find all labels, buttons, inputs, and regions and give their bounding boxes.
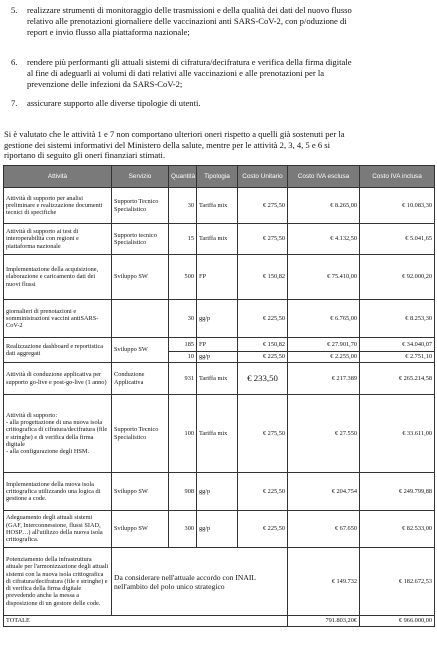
header-type: Tipologia: [197, 166, 238, 188]
cell-quantity: 931: [169, 363, 197, 395]
cell-unit-cost: € 150,82: [238, 255, 288, 300]
cell-unit-cost: € 275,50: [238, 224, 288, 255]
table-row: [4, 395, 435, 473]
cell-unit-cost: € 225,50: [238, 473, 288, 511]
table-row: [4, 338, 435, 352]
cell-activity: Adeguamento degli attuali sistemi (GAF, Interconnessione, flussi SIAD, HOSP…) all'utilizzo della nuova isola crittografica.: [4, 511, 112, 548]
cell-activity: Attività di conduzione applicativa per supporto go-live e post-go-live (1 anno): [4, 363, 112, 395]
cell-service: Supporto Tecnico Specialistico: [112, 188, 169, 224]
header-cost-incl-vat: Costo IVA inclusa: [360, 166, 435, 188]
cell-activity: Attività di supporto: - alla progettazione di una nuova isola crittografica di cifratura/decifratura (file e stringhe) e di verifica della firma digitale - alla configurazione degli HSM.: [4, 395, 112, 473]
cell-cost-excl: € 2.255,00: [288, 352, 360, 363]
costs-table: [3, 165, 435, 627]
cell-service: Sviluppo SW: [112, 473, 169, 511]
cell-service: Supporto Tecnico Specialistico: [112, 395, 169, 473]
intro-line: gestione dei sistemi informativi del Ministero della salute, mentre per le attività 2, 3, 4, 5 e 6 si: [4, 139, 331, 150]
cell-quantity: 908: [169, 473, 197, 511]
cell-cost-incl: € 92.000,20: [360, 255, 435, 300]
cell-cost-excl: € 27.550: [288, 395, 360, 473]
list-item-line: relativo alle prenotazioni giornaliere delle vaccinazioni anti SARS-CoV-2, con p/oduzione di: [27, 15, 347, 26]
cell-type: Tariffa mix: [197, 188, 238, 224]
header-activity: Attività: [4, 166, 112, 188]
cell-unit-cost: € 275,50: [238, 395, 288, 473]
list-item-number: 7.: [11, 98, 18, 108]
header-unit-cost: Costo Unitario: [238, 166, 288, 188]
cell-cost-incl: € 34.040,07: [360, 338, 435, 352]
cell-cost-excl: € 6.765,00: [288, 300, 360, 338]
table-row: [4, 548, 435, 616]
cell-type: Tariffa mix: [197, 395, 238, 473]
table-row: [4, 511, 435, 548]
table-header-row: [4, 166, 435, 188]
intro-line: Si è valutato che le attività 1 e 7 non comportano ulteriori oneri rispetto a quelli già sostenuti per la: [4, 129, 345, 139]
header-cost-excl-vat: Costo IVA esclusa: [288, 166, 360, 188]
cell-cost-incl: € 8.253,30: [360, 300, 435, 338]
cell-unit-cost: € 225,50: [238, 300, 288, 338]
cell-quantity: 30: [169, 300, 197, 338]
table-row: [4, 363, 435, 395]
cell-type: gg/p: [197, 511, 238, 548]
cell-cost-excl: € 8.265,00: [288, 188, 360, 224]
cell-quantity: 15: [169, 224, 197, 255]
cell-quantity: 10: [169, 352, 197, 363]
cell-type: gg/p: [197, 300, 238, 338]
cell-unit-cost: € 225,50: [238, 352, 288, 363]
cell-cost-incl: € 249.799,88: [360, 473, 435, 511]
cell-quantity: 30: [169, 188, 197, 224]
cell-cost-excl: € 4.132,50: [288, 224, 360, 255]
table-row: [4, 188, 435, 224]
cell-unit-cost: € 150,82: [238, 338, 288, 352]
cell-cost-incl: € 5.041,65: [360, 224, 435, 255]
cell-cost-excl: € 204.754: [288, 473, 360, 511]
total-label: TOTALE: [4, 616, 288, 627]
cell-activity: Realizzazione dashboard e reportistica dati aggregati: [4, 338, 112, 363]
cell-activity: Potenziamento della infrastruttura attuale per l'armonizzazione degli attuali sistemi con la nuova isola crittografica di cifratura/decifratura (file e stringhe) e di verifica della firma digitale prevedendo anche la messa a disposizione di un gestore delle code.: [4, 548, 112, 616]
header-quantity: Quantità: [169, 166, 197, 188]
cell-activity: Implementazione della nuova isola crittografica utilizzando una logica di gestione a code.: [4, 473, 112, 511]
cell-service: Supporto tecnico Specialistico: [112, 224, 169, 255]
cell-cost-incl: € 265.214,58: [360, 363, 435, 395]
cell-cost-incl: € 33.611,00: [360, 395, 435, 473]
cell-activity: Implementazione della acquisizione, elaborazione e caricamento dati dei nuovi flussi: [4, 255, 112, 300]
cell-cost-incl: € 2.751,10: [360, 352, 435, 363]
header-service: Servizio: [112, 166, 169, 188]
cell-type: gg/p: [197, 352, 238, 363]
cell-cost-excl: € 217.389: [288, 363, 360, 395]
cell-cost-excl: € 67.650: [288, 511, 360, 548]
cell-service: [112, 300, 169, 338]
cell-type: FP: [197, 338, 238, 352]
cell-quantity: 500: [169, 255, 197, 300]
table-total-row: [4, 616, 435, 627]
cell-cost-incl: € 82.533,00: [360, 511, 435, 548]
table-row: [4, 255, 435, 300]
list-item-line: rendere più performanti gli attuali sistemi di cifratura/decifratura e verifica della firma digitale: [27, 57, 352, 67]
cell-service: Conduzione Applicativa: [112, 363, 169, 395]
list-item-line: assicurare supporto alle diverse tipologie di utenti.: [27, 98, 201, 108]
list-item-number: 5.: [11, 5, 18, 15]
cell-cost-incl: € 182.672,53: [360, 548, 435, 616]
cell-quantity: 100: [169, 395, 197, 473]
cell-activity: giornalieri di prenotazioni e somministrazioni vaccini antiSARS-CoV-2: [4, 300, 112, 338]
cell-inail-note: Da considerare nell'attuale accordo con INAIL nell'ambito del polo unico strategico: [112, 548, 288, 616]
intro-paragraph: [4, 129, 433, 161]
list-item-number: 6.: [11, 57, 18, 67]
total-cost-excl: 791.803,20€: [288, 616, 360, 627]
cell-type: Tariffa mix: [197, 224, 238, 255]
cell-type: Tariffa mix: [197, 363, 238, 395]
cell-quantity: 185: [169, 338, 197, 352]
cell-unit-cost: € 225,50: [238, 511, 288, 548]
cell-type: FP: [197, 255, 238, 300]
cell-service: Sviluppo SW: [112, 255, 169, 300]
total-cost-incl: € 966.000,00: [360, 616, 435, 627]
cell-activity: Attività di supporto ai test di interoperabilità con regioni e piattaforma nazionale: [4, 224, 112, 255]
cell-activity: Attività di supporto per analisi preliminare e realizzazione documenti tecnici di specifiche: [4, 188, 112, 224]
list-item-line: report e invio flusso alla piattaforma nazionale;: [27, 26, 190, 37]
list-item-line: prevenzione delle infezioni da SARS-CoV-2;: [27, 78, 183, 89]
intro-line: riportano di seguito gli oneri finanziari stimati.: [4, 150, 166, 161]
cell-cost-excl: € 149.732: [288, 548, 360, 616]
list-item-line: al fine di adeguarli ai volumi di dati relativi alle vaccinazioni e alle prenotazioni per la: [27, 67, 325, 78]
cell-cost-excl: € 75.410,00: [288, 255, 360, 300]
cell-cost-excl: € 27.901,70: [288, 338, 360, 352]
cell-type: gg/p: [197, 473, 238, 511]
cell-cost-incl: € 10.083,30: [360, 188, 435, 224]
table-row: [4, 224, 435, 255]
table-row: [4, 300, 435, 338]
cell-unit-cost: € 233,50: [238, 363, 288, 395]
cell-service: Sviluppo SW: [112, 511, 169, 548]
cell-unit-cost: € 275,50: [238, 188, 288, 224]
cell-quantity: 300: [169, 511, 197, 548]
list-item-line: realizzare strumenti di monitoraggio delle trasmissioni e della qualità dei dati del nuovo flusso: [27, 5, 352, 15]
cell-service: Sviluppo SW: [112, 338, 169, 363]
table-row: [4, 473, 435, 511]
